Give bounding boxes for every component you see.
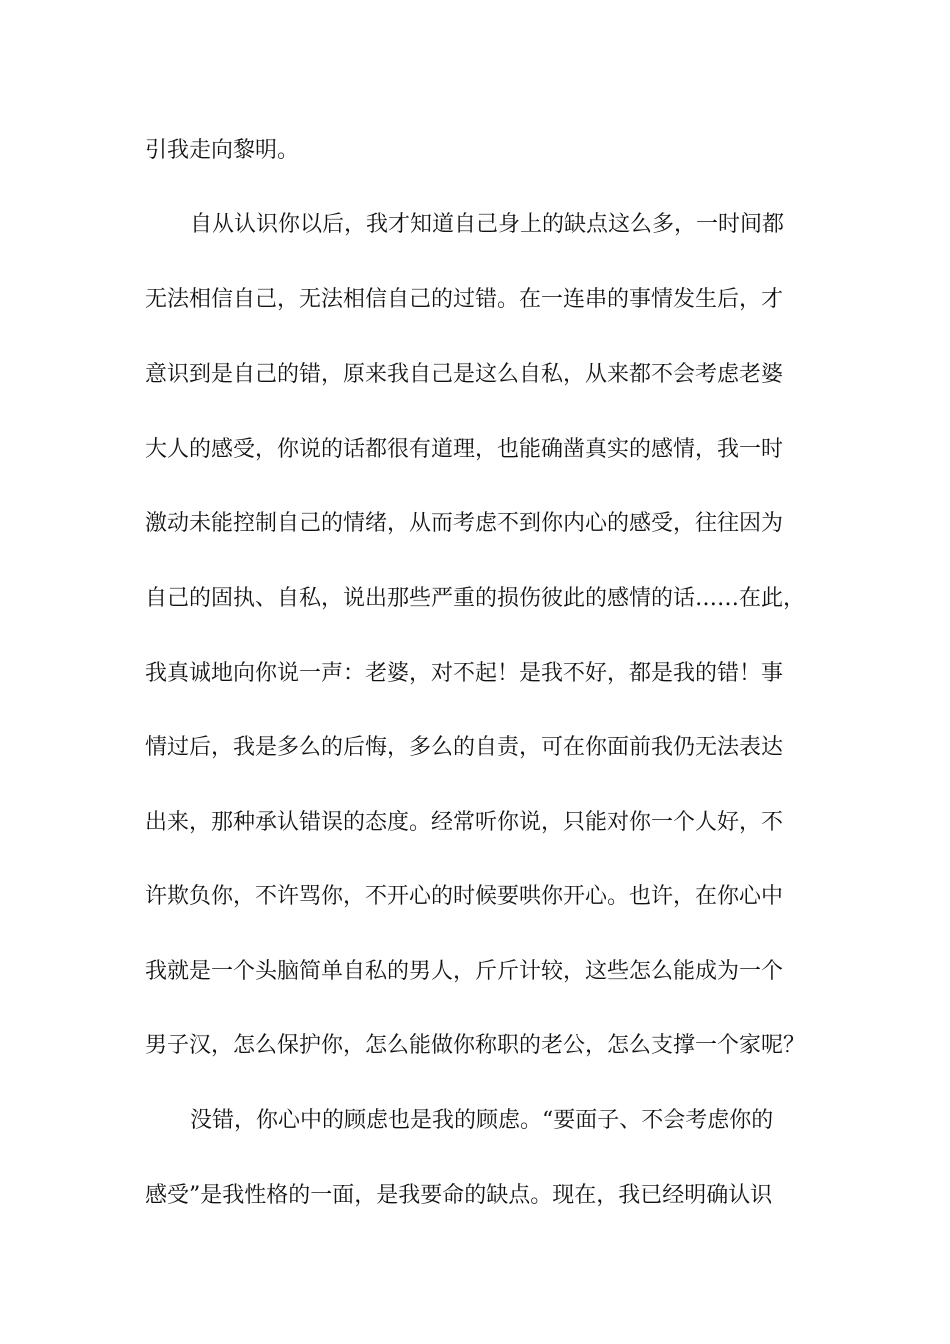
text-line-2: 自从认识你以后，我才知道自己身上的缺点这么多，一时间都 xyxy=(190,212,785,237)
text-line-9: 情过后，我是多么的后悔，多么的自责，可在你面前我仍无法表达 xyxy=(145,735,784,760)
text-line-3: 无法相信自己，无法相信自己的过错。在一连串的事情发生后，才 xyxy=(145,287,784,312)
text-line-8: 我真诚地向你说一声：老婆，对不起！是我不好，都是我的错！事 xyxy=(145,661,784,686)
text-line-10: 出来，那种承认错误的态度。经常听你说，只能对你一个人好，不 xyxy=(145,810,784,835)
text-line-5: 大人的感受，你说的话都很有道理，也能确凿真实的感情，我一时 xyxy=(145,437,784,462)
text-line-14: 没错，你心中的顾虑也是我的顾虑。“要面子、不会考虑你的 xyxy=(190,1108,774,1133)
text-line-11: 许欺负你，不许骂你，不开心的时候要哄你开心。也许，在你心中 xyxy=(145,884,784,909)
text-line-15: 感受”是我性格的一面，是我要命的缺点。现在，我已经明确认识 xyxy=(145,1183,773,1208)
text-line-12: 我就是一个头脑简单自私的男人，斤斤计较，这些怎么能成为一个 xyxy=(145,959,784,984)
text-line-13: 男子汉，怎么保护你，怎么能做你称职的老公，怎么支撑一个家呢？ xyxy=(145,1033,806,1058)
text-line-6: 激动未能控制自己的情绪，从而考虑不到你内心的感受，往往因为 xyxy=(145,511,784,536)
text-line-1: 引我走向黎明。 xyxy=(145,138,300,163)
text-line-4: 意识到是自己的错，原来我自己是这么自私，从来都不会考虑老婆 xyxy=(145,362,784,387)
text-line-7: 自己的固执、自私，说出那些严重的损伤彼此的感情的话……在此， xyxy=(145,586,806,611)
